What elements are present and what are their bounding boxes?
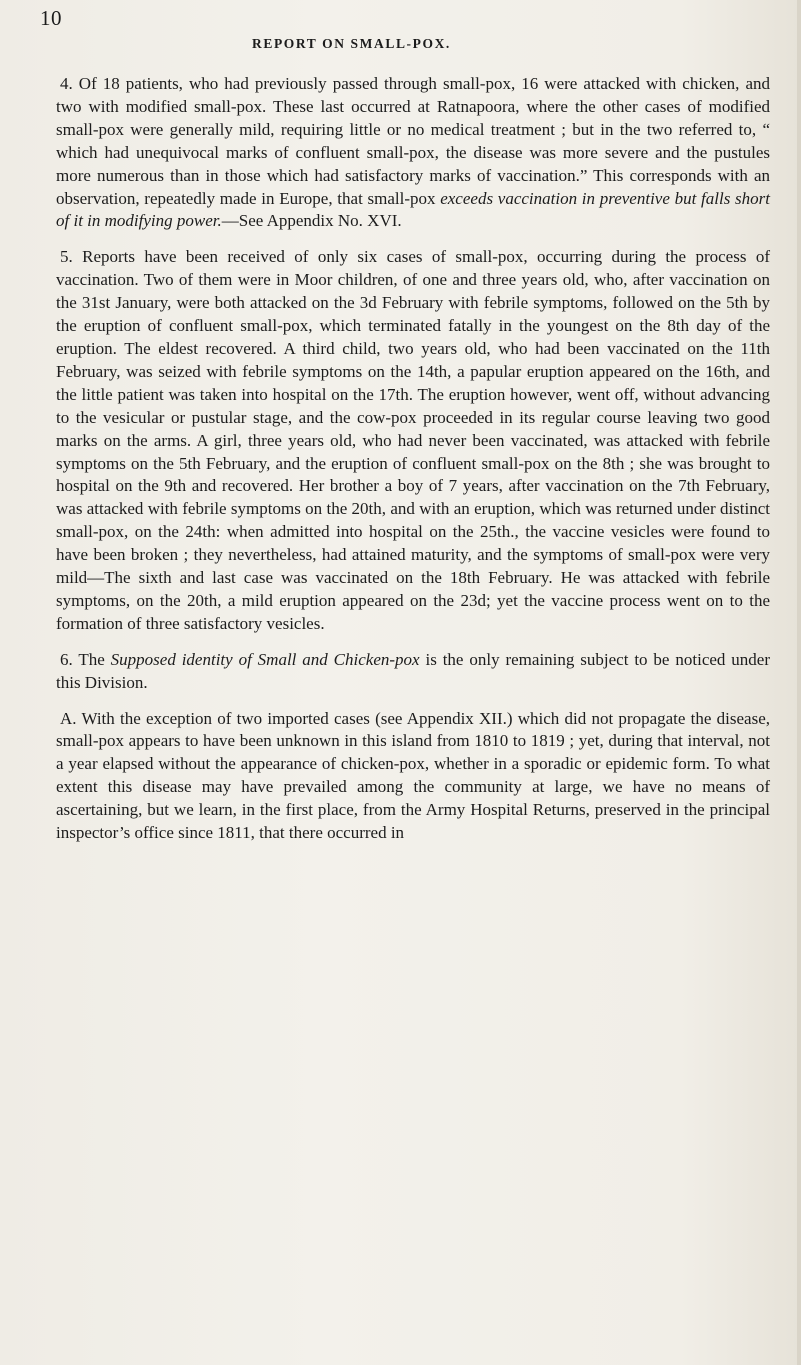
paragraph-text: Reports have been received of only six cases of small-pox, occurring during the process of vaccination. Two of them were in Moor children, of one and three years old, who, after vaccination on the 31st January, were both attacked on the 3d February with febrile symptoms, followed on the 5th by the eruption of confluent small-pox, which terminated fatally in the youngest on the 8th day of the eruption. The eldest recovered. A third child, two years old, who had been vaccinated on the 11th February, was seized with febrile symptoms on the 14th, a papular eruption appeared on the 16th, and the little patient was taken into hospital on the 17th. The eruption however, went off, without advancing to the vesicular or pustular stage, and the cow-pox proceeded in its regular course leaving two good marks on the arms. A girl, three years old, who had never been vaccinated, was attacked with febrile symptoms on the 5th February, and the eruption of confluent small-pox on the 8th ; she was brought to hospital on the 9th and recovered. Her brother a boy of 7 years, after vaccination on the 7th February, was attacked with febrile symptoms on the 20th, and with an eruption, which was returned under distinct small-pox, on the 24th: when admitted into hospital on the 25th., the vaccine vesicles were found to have been broken ; they nevertheless, had attained maturity, and the symptoms of small-pox were very mild—The sixth and last case was vaccinated on the 18th February. He was attacked with febrile symptoms, on the 20th, a mild eruption appeared on the 23d; yet the vaccine process went on to the formation of three satisfactory vesicles. <box>56 247 770 633</box>
paragraph-text: The <box>72 649 111 669</box>
paragraph-a <box>56 708 770 845</box>
paragraph-4 <box>56 73 770 233</box>
paragraph-italic-text: Supposed identity of Small and Chicken-pox <box>110 649 420 669</box>
paragraph-number: 6. <box>60 649 73 669</box>
paragraph-text: Of 18 patients, who had previously passed through small-pox, 16 were attacked with chicken, and two with modified small-pox. These last occurred at Ratnapoora, where the other cases of modified small-pox were generally mild, requiring little or no medical treatment ; but in the two referred to, “ which had unequivocal marks of confluent small-pox, the disease was more severe and the pustules more numerous than in those which had satisfactory marks of vaccination.” This corresponds with an observation, repeatedly made in Europe, that small-pox <box>56 74 770 208</box>
paragraph-number: 5. <box>60 247 73 267</box>
body-text <box>56 73 770 845</box>
appendix-reference: —See Appendix No. XVI. <box>221 211 402 231</box>
paragraph-5 <box>56 246 770 635</box>
paragraph-italic-text: exceeds vaccination in preventive but falls short of it in modifying power. <box>56 188 770 231</box>
running-head: REPORT ON SMALL-POX. <box>252 36 451 51</box>
paragraph-6 <box>56 649 770 695</box>
paragraph-text: is the only remaining subject to be noticed under this Division. <box>56 649 770 692</box>
paragraph-number: A. <box>60 708 77 728</box>
page-edge <box>797 0 801 1365</box>
paragraph-number: 4. <box>60 74 73 93</box>
paragraph-text: With the exception of two imported cases (see Appendix XII.) which did not propagate the disease, small-pox appears to have been unknown in this island from 1810 to 1819 ; yet, during that interval, not a year elapsed without the appearance of chicken-pox, whether in a sporadic or epidemic form. To what extent this disease may have prevailed among the community at large, we have no means of ascertaining, but we learn, in the first place, from the Army Hospital Returns, preserved in the principal inspector’s office since 1811, that there occurred in <box>56 708 770 843</box>
page-number: 10 <box>40 6 62 30</box>
